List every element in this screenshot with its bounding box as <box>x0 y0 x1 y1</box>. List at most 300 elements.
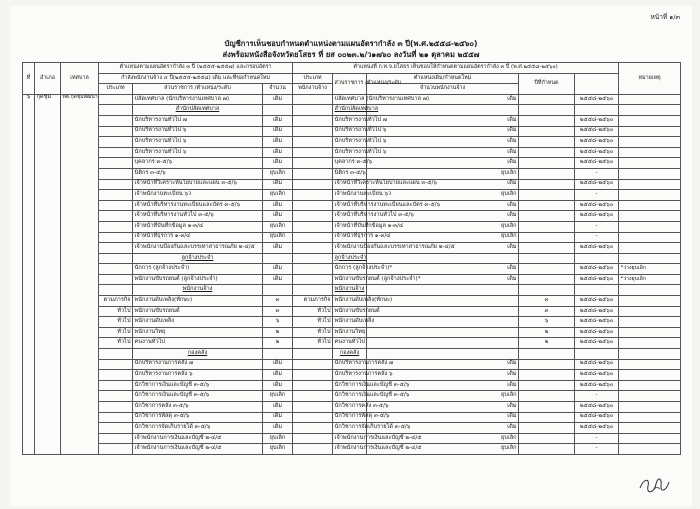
employee-count-cell: ๖ <box>519 317 575 328</box>
old-count-cell: เดิม <box>263 200 293 211</box>
years-cell: ๒๕๕๘-๒๕๖๐ <box>575 423 619 434</box>
new-type-cell <box>293 200 333 211</box>
old-count-cell: เดิม <box>263 115 293 126</box>
status-cell: ยุบเลิก <box>367 232 519 243</box>
table-row <box>23 402 681 413</box>
years-cell: - <box>575 391 619 402</box>
employee-count-cell <box>519 200 575 211</box>
employee-count-cell <box>519 168 575 179</box>
new-position-cell: พนักงานดับเพลิง(ทักษะ) <box>333 296 367 307</box>
new-position-cell: พนักงานขับรถยนต์ (ลูกจ้างประจำ)* <box>333 274 367 285</box>
old-position-cell: พนักงานขับรถยนต์ (ลูกจ้างประจำ) <box>133 274 263 285</box>
new-position-cell: เจ้าหน้าที่วิเคราะห์นโยบายและแผน ๓-๕/๖ <box>333 179 367 190</box>
new-type-cell <box>293 221 333 232</box>
remark-cell <box>619 211 681 222</box>
table-row <box>23 423 681 434</box>
years-cell <box>575 105 619 116</box>
header-count-new: จำนวนพนักงานจ้าง <box>367 84 519 95</box>
old-position-cell: นักบริหารงานทั่วไป ๖ <box>133 126 263 137</box>
status-cell <box>367 327 519 338</box>
new-type-cell <box>293 253 333 264</box>
old-position-cell: นักบริหารงานทั่วไป ๖ <box>133 137 263 148</box>
new-type-cell <box>293 444 333 455</box>
years-cell: ๒๕๕๘-๒๕๖๐ <box>575 306 619 317</box>
new-section-heading: ลูกจ้างประจำ <box>333 253 367 264</box>
years-cell <box>575 253 619 264</box>
remark-cell <box>619 338 681 349</box>
old-position-cell: เจ้าพนักงานป้องกันและบรรเทาสาธารณภัย ๒-๔/๕ <box>133 243 263 254</box>
old-position-cell: เจ้าหน้าที่บันทึกข้อมูล ๑-๓/๔ <box>133 221 263 232</box>
table-row <box>23 370 681 381</box>
remark-cell <box>619 433 681 444</box>
old-type-cell: ทั่วไป <box>99 317 133 328</box>
table-row <box>23 137 681 148</box>
employee-count-cell <box>519 412 575 423</box>
table-header <box>23 63 681 95</box>
new-position-cell: นักวิชาการเงินและบัญชี ๓-๕/๖ <box>333 391 367 402</box>
status-cell: เดิม <box>367 243 519 254</box>
years-cell: ๒๕๕๘-๒๕๖๐ <box>575 147 619 158</box>
table-row <box>23 391 681 402</box>
district-cell: กุดชุม <box>35 94 61 454</box>
employee-count-cell <box>519 349 575 360</box>
new-type-cell <box>293 211 333 222</box>
old-count-cell: เดิม <box>263 359 293 370</box>
years-cell: ๒๕๕๘-๒๕๖๐ <box>575 94 619 105</box>
table-row <box>23 105 681 116</box>
table-row <box>23 327 681 338</box>
old-section-heading: กองคลัง <box>133 349 263 360</box>
old-count-cell: เดิม <box>263 423 293 434</box>
new-position-cell: นักการ (ลูกจ้างประจำ)* <box>333 264 367 275</box>
status-cell: เดิม <box>367 94 519 105</box>
table-row <box>23 200 681 211</box>
table-body <box>23 94 681 454</box>
remark-cell <box>619 168 681 179</box>
new-type-cell: ทั่วไป <box>293 338 333 349</box>
status-cell: เดิม <box>367 402 519 413</box>
old-type-cell <box>99 126 133 137</box>
status-cell <box>367 317 519 328</box>
employee-count-cell <box>519 190 575 201</box>
status-cell: เดิม <box>367 126 519 137</box>
old-count-cell: ยุบเลิก <box>263 391 293 402</box>
old-section-heading: สำนักปลัดเทศบาล <box>133 105 263 116</box>
header-no: ที่ <box>23 63 35 95</box>
old-type-cell <box>99 168 133 179</box>
employee-count-cell <box>519 243 575 254</box>
old-count-cell: เดิม <box>263 137 293 148</box>
header-blank <box>575 73 619 94</box>
employee-count-cell <box>519 115 575 126</box>
old-count-cell: เดิม <box>263 211 293 222</box>
status-cell: เดิม <box>367 359 519 370</box>
header-new-plan: ตำแหน่งที่ ก.ท.จ.ยโสธร เห็นชอบให้กำหนดตามแผนอัตรากำลัง ๓ ปี (พ.ศ.๒๕๕๘-๒๕๖๐) <box>293 63 619 74</box>
employee-count-cell: ๒ <box>519 338 575 349</box>
row-number: ๖ <box>23 94 35 454</box>
employee-count-cell <box>519 274 575 285</box>
employee-count-cell <box>519 179 575 190</box>
old-position-cell: เจ้าหน้าที่บริหารงานทั่วไป ๓-๕/๖ <box>133 211 263 222</box>
old-type-cell <box>99 94 133 105</box>
old-count-cell: ยุบเลิก <box>263 168 293 179</box>
new-type-cell <box>293 359 333 370</box>
new-type-cell <box>293 285 333 296</box>
status-cell: เดิม <box>367 137 519 148</box>
old-position-cell: บุคลากร ๓-๕/๖ <box>133 158 263 169</box>
employee-count-cell <box>519 380 575 391</box>
old-type-cell <box>99 190 133 201</box>
remark-cell <box>619 412 681 423</box>
remark-cell <box>619 221 681 232</box>
old-position-cell: พนักงานขับรถยนต์ <box>133 306 263 317</box>
employee-count-cell <box>519 126 575 137</box>
old-type-cell <box>99 349 133 360</box>
employee-count-cell: ๒ <box>519 327 575 338</box>
old-count-cell: ยุบเลิก <box>263 221 293 232</box>
status-cell: เดิม <box>367 380 519 391</box>
new-type-cell <box>293 147 333 158</box>
old-count-cell: เดิม <box>263 412 293 423</box>
table-row <box>23 253 681 264</box>
new-type-cell <box>293 243 333 254</box>
old-count-cell: เดิม <box>263 94 293 105</box>
status-cell: ยุบเลิก <box>367 168 519 179</box>
status-cell: เดิม <box>367 158 519 169</box>
document-title: บัญชีการเห็นชอบกำหนดตำแหน่งตามแผนอัตรากำลัง ๓ ปี(พ.ศ.๒๕๕๘-๒๕๖๐) <box>224 39 478 48</box>
old-count-cell <box>263 349 293 360</box>
table-row <box>23 296 681 307</box>
status-cell <box>367 349 519 360</box>
header-count-old: จำนวน <box>263 84 293 95</box>
old-position-cell: นักวิชาการเงินและบัญชี ๓-๕/๖ <box>133 391 263 402</box>
new-type-cell: ทั่วไป <box>293 327 333 338</box>
old-type-cell <box>99 423 133 434</box>
table-row <box>23 232 681 243</box>
old-position-cell: นักวิชาการพัสดุ ๓-๕/๖ <box>133 412 263 423</box>
header-pos-new: ส่วนราชการ /ตำแหน่ง/ระดับ <box>333 73 367 94</box>
document-subtitle: ส่งพร้อมหนังสือจังหวัดยโสธร ที่ ยส ๐๐๒๓.๒/ว๑๗๖๐ ลงวันที่ ๒๑ ตุลาคม ๒๕๕๗ <box>222 50 480 59</box>
remark-cell <box>619 391 681 402</box>
old-count-cell: ยุบเลิก <box>263 232 293 243</box>
old-position-cell: นักการ (ลูกจ้างประจำ) <box>133 264 263 275</box>
status-cell: ยุบเลิก <box>367 444 519 455</box>
table-row <box>23 338 681 349</box>
years-cell: ๒๕๕๘-๒๕๖๐ <box>575 179 619 190</box>
employee-count-cell <box>519 370 575 381</box>
table-row <box>23 359 681 370</box>
remark-cell <box>619 285 681 296</box>
years-cell: ๒๕๕๘-๒๕๖๐ <box>575 327 619 338</box>
old-count-cell: ๓ <box>263 296 293 307</box>
employee-count-cell <box>519 264 575 275</box>
new-position-cell: เจ้าพนักงานการเงินและบัญชี ๒-๔/๕ <box>333 433 367 444</box>
old-position-cell: นักวิชาการคลัง ๓-๕/๖ <box>133 402 263 413</box>
new-position-cell: นิติกร ๓-๕/๖ <box>333 168 367 179</box>
years-cell <box>575 349 619 360</box>
years-cell: ๒๕๕๘-๒๕๖๐ <box>575 359 619 370</box>
old-position-cell: พนักงานวิทยุ <box>133 327 263 338</box>
old-position-cell: เจ้าพนักงานการเงินและบัญชี ๒-๔/๕ <box>133 444 263 455</box>
new-position-cell: นักวิชาการเงินและบัญชี ๓-๕/๖ <box>333 380 367 391</box>
years-cell: - <box>575 232 619 243</box>
header-old-plan-2: กำลังพนักงานจ้าง ๔ ปี(๒๕๕๕-๒๕๕๘) เดิม และที่ขอกำหนดใหม่ <box>99 73 293 84</box>
years-cell: ๒๕๕๘-๒๕๖๐ <box>575 115 619 126</box>
new-section-heading: พนักงานจ้าง <box>333 285 367 296</box>
new-position-cell: พนักงานวิทยุ <box>333 327 367 338</box>
old-count-cell: ยุบเลิก <box>263 444 293 455</box>
old-position-cell: ปลัดเทศบาล (นักบริหารงานเทศบาล ๗) <box>133 94 263 105</box>
employee-count-cell <box>519 359 575 370</box>
status-cell: ยุบเลิก <box>367 221 519 232</box>
status-cell: ยุบเลิก <box>367 190 519 201</box>
table-row <box>23 115 681 126</box>
positions-table <box>22 62 681 455</box>
status-cell: เดิม <box>367 370 519 381</box>
years-cell: ๒๕๕๘-๒๕๖๐ <box>575 126 619 137</box>
old-position-cell: นักวิชาการจัดเก็บรายได้ ๓-๕/๖ <box>133 423 263 434</box>
employee-count-cell: ๓ <box>519 306 575 317</box>
employee-count-cell <box>519 444 575 455</box>
new-position-cell: พนักงานขับรถยนต์ <box>333 306 367 317</box>
municipality-cell: ทต.กุดชุมพัฒนา <box>61 94 99 454</box>
new-type-cell <box>293 115 333 126</box>
new-type-cell <box>293 370 333 381</box>
old-type-cell <box>99 391 133 402</box>
table-row <box>23 147 681 158</box>
table-row <box>23 126 681 137</box>
new-section-heading: กองคลัง <box>333 349 367 360</box>
header-remark: หมายเหตุ <box>619 63 681 95</box>
old-position-cell: เจ้าหน้าที่วิเคราะห์นโยบายและแผน ๓-๕/๖ <box>133 179 263 190</box>
new-type-cell <box>293 158 333 169</box>
status-cell: ยุบเลิก <box>367 433 519 444</box>
new-position-cell: คนงานทั่วไป <box>333 338 367 349</box>
new-type-cell <box>293 391 333 402</box>
old-type-cell <box>99 370 133 381</box>
old-count-cell: เดิม <box>263 147 293 158</box>
old-count-cell: ๖ <box>263 317 293 328</box>
old-count-cell: ยุบเลิก <box>263 190 293 201</box>
remark-cell: *ว่างยุบเลิก <box>619 264 681 275</box>
new-position-cell: เจ้าพนักงานป้องกันและบรรเทาสาธารณภัย ๒-๔/๕ <box>333 243 367 254</box>
new-position-cell: เจ้าหน้าที่บริหารงานทั่วไป ๓-๕/๖ <box>333 211 367 222</box>
document-page <box>10 6 692 506</box>
years-cell: ๒๕๕๘-๒๕๖๐ <box>575 338 619 349</box>
old-type-cell <box>99 243 133 254</box>
table-row <box>23 190 681 201</box>
status-cell: เดิม <box>367 423 519 434</box>
old-type-cell <box>99 200 133 211</box>
remark-cell <box>619 179 681 190</box>
years-cell: - <box>575 221 619 232</box>
status-cell <box>367 306 519 317</box>
remark-cell <box>619 327 681 338</box>
years-cell: - <box>575 168 619 179</box>
employee-count-cell <box>519 94 575 105</box>
status-cell: เดิม <box>367 147 519 158</box>
header-new-old: ตำแหน่งเดิม/กำหนดใหม่ <box>367 73 519 84</box>
old-position-cell: นักบริหารงานทั่วไป ๗ <box>133 115 263 126</box>
old-type-cell <box>99 137 133 148</box>
remark-cell <box>619 105 681 116</box>
remark-cell <box>619 380 681 391</box>
old-position-cell: พนักงานดับเพลิง(ทักษะ) <box>133 296 263 307</box>
status-cell: เดิม <box>367 264 519 275</box>
remark-cell <box>619 423 681 434</box>
old-count-cell: เดิม <box>263 264 293 275</box>
employee-count-cell <box>519 147 575 158</box>
old-type-cell <box>99 211 133 222</box>
remark-cell <box>619 402 681 413</box>
new-type-cell <box>293 232 333 243</box>
years-cell: ๒๕๕๘-๒๕๖๐ <box>575 243 619 254</box>
new-type-cell <box>293 402 333 413</box>
old-count-cell: ๓ <box>263 306 293 317</box>
years-cell: ๒๕๕๘-๒๕๖๐ <box>575 412 619 423</box>
new-type-cell <box>293 137 333 148</box>
years-cell: ๒๕๕๘-๒๕๖๐ <box>575 274 619 285</box>
employee-count-cell <box>519 158 575 169</box>
old-type-cell <box>99 158 133 169</box>
remark-cell <box>619 147 681 158</box>
new-position-cell: นักบริหารงานทั่วไป ๖ <box>333 147 367 158</box>
page-number: หน้าที่ ๑/๓ <box>650 13 680 21</box>
status-cell: เดิม <box>367 200 519 211</box>
remark-cell <box>619 137 681 148</box>
header-municipality: เทศบาล <box>61 63 99 95</box>
employee-count-cell <box>519 433 575 444</box>
table-row <box>23 274 681 285</box>
new-position-cell: นักบริหารงานการคลัง ๖ <box>333 370 367 381</box>
old-type-cell <box>99 412 133 423</box>
table-row <box>23 412 681 423</box>
table-row <box>23 158 681 169</box>
old-type-cell: ทั่วไป <box>99 306 133 317</box>
table-row <box>23 433 681 444</box>
employee-count-cell <box>519 232 575 243</box>
table-row <box>23 380 681 391</box>
remark-cell: *ว่างยุบเลิก <box>619 274 681 285</box>
table-row <box>23 349 681 360</box>
employee-count-cell <box>519 423 575 434</box>
employee-count-cell <box>519 105 575 116</box>
new-type-cell <box>293 264 333 275</box>
status-cell: เดิม <box>367 115 519 126</box>
new-type-cell <box>293 179 333 190</box>
old-position-cell: พนักงานดับเพลิง <box>133 317 263 328</box>
old-type-cell <box>99 264 133 275</box>
old-type-cell: ทั่วไป <box>99 327 133 338</box>
old-position-cell: นักบริหารงานการคลัง ๖ <box>133 370 263 381</box>
old-count-cell: เดิม <box>263 158 293 169</box>
old-count-cell <box>263 105 293 116</box>
old-position-cell: นักวิชาการเงินและบัญชี ๓-๕/๖ <box>133 380 263 391</box>
old-position-cell: เจ้าพนักงานการเงินและบัญชี ๒-๔/๕ <box>133 433 263 444</box>
new-type-cell <box>293 190 333 201</box>
header-district: อำเภอ <box>35 63 61 95</box>
years-cell <box>575 285 619 296</box>
table-row <box>23 221 681 232</box>
remark-cell <box>619 253 681 264</box>
old-type-cell <box>99 359 133 370</box>
old-type-cell: ทั่วไป <box>99 338 133 349</box>
new-type-cell <box>293 274 333 285</box>
years-cell: ๒๕๕๘-๒๕๖๐ <box>575 370 619 381</box>
table-row <box>23 317 681 328</box>
remark-cell <box>619 306 681 317</box>
old-count-cell: เดิม <box>263 380 293 391</box>
status-cell: เดิม <box>367 211 519 222</box>
old-type-cell <box>99 232 133 243</box>
old-count-cell: ๒ <box>263 338 293 349</box>
years-cell: ๒๕๕๘-๒๕๖๐ <box>575 317 619 328</box>
remark-cell <box>619 359 681 370</box>
years-cell: - <box>575 190 619 201</box>
old-type-cell <box>99 147 133 158</box>
old-position-cell: คนงานทั่วไป <box>133 338 263 349</box>
status-cell: เดิม <box>367 274 519 285</box>
old-section-heading: ลูกจ้างประจำ <box>133 253 263 264</box>
old-type-cell <box>99 253 133 264</box>
table-row <box>23 94 681 105</box>
remark-cell <box>619 200 681 211</box>
status-cell: เดิม <box>367 412 519 423</box>
old-type-cell <box>99 285 133 296</box>
new-position-cell: นักบริหารงานทั่วไป ๖ <box>333 137 367 148</box>
new-type-cell: ตามภารกิจ <box>293 296 333 307</box>
status-cell: ยุบเลิก <box>367 391 519 402</box>
header-type-new: ประเภท <box>293 73 333 84</box>
header-emp-type: พนักงานจ้าง <box>293 84 333 95</box>
new-position-cell: นักวิชาการพัสดุ ๓-๕/๖ <box>333 412 367 423</box>
new-type-cell: ทั่วไป <box>293 306 333 317</box>
remark-cell <box>619 190 681 201</box>
new-position-cell: นักบริหารงานการคลัง ๗ <box>333 359 367 370</box>
employee-count-cell: ๓ <box>519 296 575 307</box>
years-cell: ๒๕๕๘-๒๕๖๐ <box>575 264 619 275</box>
remark-cell <box>619 243 681 254</box>
remark-cell <box>619 94 681 105</box>
old-type-cell <box>99 274 133 285</box>
employee-count-cell <box>519 137 575 148</box>
employee-count-cell <box>519 211 575 222</box>
remark-cell <box>619 158 681 169</box>
remark-cell <box>619 349 681 360</box>
new-position-cell: บุคลากร ๓-๕/๖ <box>333 158 367 169</box>
new-type-cell <box>293 433 333 444</box>
old-type-cell <box>99 402 133 413</box>
employee-count-cell <box>519 285 575 296</box>
header-type-old: ประเภท <box>99 84 133 95</box>
new-position-cell: นักบริหารงานทั่วไป ๗ <box>333 115 367 126</box>
old-type-cell <box>99 179 133 190</box>
new-type-cell <box>293 168 333 179</box>
remark-cell <box>619 126 681 137</box>
years-cell: ๒๕๕๘-๒๕๖๐ <box>575 296 619 307</box>
old-count-cell: เดิม <box>263 126 293 137</box>
old-type-cell <box>99 105 133 116</box>
old-type-cell <box>99 221 133 232</box>
employee-count-cell <box>519 221 575 232</box>
old-count-cell: ๒ <box>263 327 293 338</box>
remark-cell <box>619 370 681 381</box>
status-cell <box>367 253 519 264</box>
old-count-cell: เดิม <box>263 179 293 190</box>
years-cell: ๒๕๕๘-๒๕๖๐ <box>575 137 619 148</box>
old-count-cell: เดิม <box>263 370 293 381</box>
employee-count-cell <box>519 391 575 402</box>
